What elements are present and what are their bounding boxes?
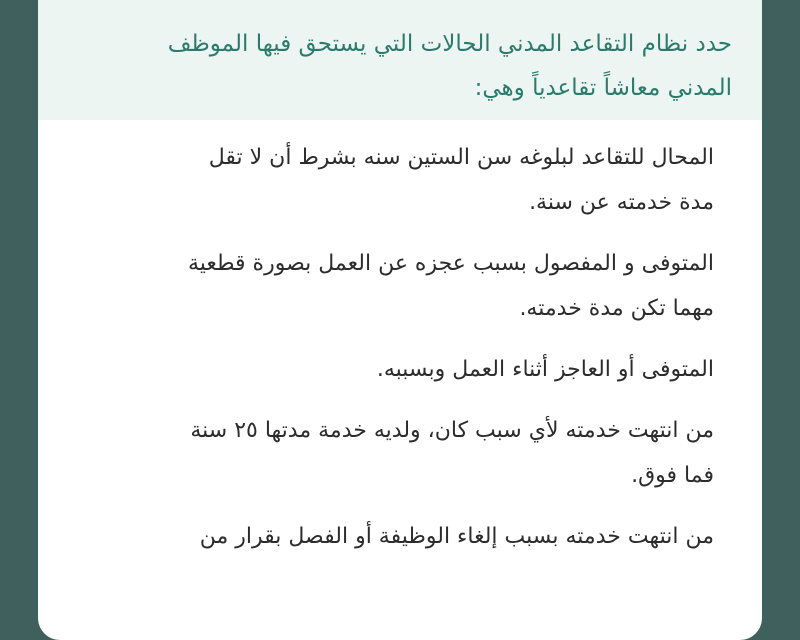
list-item	[74, 241, 714, 331]
list-item-line: مهما تكن مدة خدمته.	[519, 296, 714, 321]
eligibility-list	[74, 135, 714, 575]
intro-text	[52, 22, 732, 110]
list-item	[74, 347, 714, 392]
list-item-line: من انتهت خدمته بسبب إلغاء الوظيفة أو الفصل بقرار من	[199, 524, 714, 549]
content-card	[38, 0, 762, 640]
list-item-line: المتوفى أو العاجز أثناء العمل وبسببه.	[376, 357, 714, 382]
list-item-line: المحال للتقاعد لبلوغه سن الستين سنه بشرط أن لا تقل	[208, 145, 714, 170]
list-item	[74, 408, 714, 498]
list-item-line: مدة خدمته عن سنة.	[529, 190, 714, 215]
list-item-line: من انتهت خدمته لأي سبب كان، ولديه خدمة مدتها ٢٥ سنة	[190, 418, 714, 443]
list-item	[74, 135, 714, 225]
list-item-line: فما فوق.	[631, 463, 714, 488]
list-item-line: المتوفى و المفصول بسبب عجزه عن العمل بصورة قطعية	[187, 251, 714, 276]
list-item	[74, 514, 714, 559]
intro-line: حدد نظام التقاعد المدني الحالات التي يستحق فيها الموظف	[167, 31, 732, 57]
intro-line: المدني معاشاً تقاعدياً وهي:	[474, 75, 732, 101]
intro-header	[38, 0, 762, 120]
